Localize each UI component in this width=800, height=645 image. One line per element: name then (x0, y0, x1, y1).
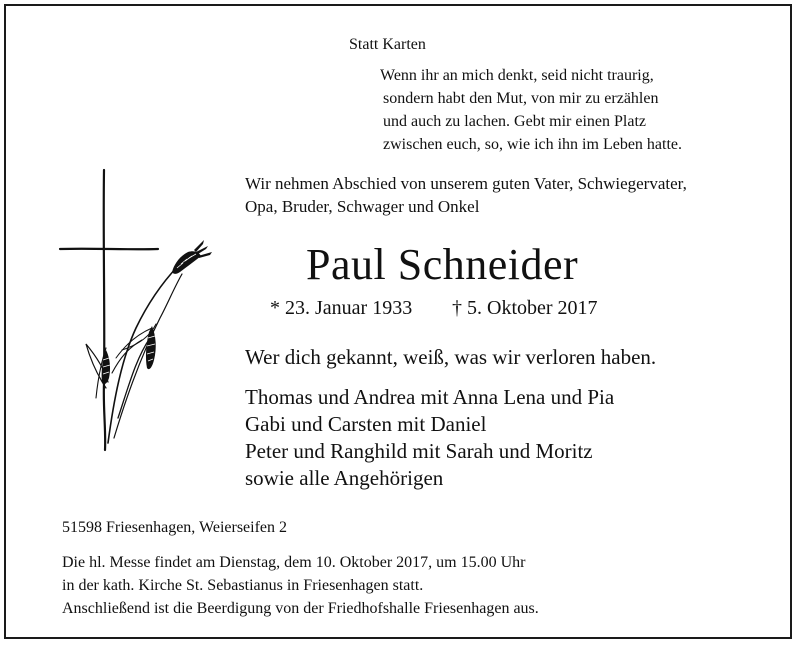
cross-with-wheat-icon (56, 168, 226, 453)
poem-line: zwischen euch, so, wie ich ihn im Leben hatte. (383, 136, 683, 153)
mourner-line: sowie alle Angehörigen (245, 466, 444, 490)
statt-karten-label: Statt Karten (349, 36, 426, 53)
death-date: † 5. Oktober 2017 (452, 297, 598, 319)
farewell-intro (245, 172, 687, 218)
poem-line: sondern habt den Mut, von mir zu erzählen (383, 90, 659, 107)
mourners-list (245, 384, 614, 492)
deceased-name: Paul Schneider (306, 240, 579, 289)
birth-date: * 23. Januar 1933 (270, 297, 413, 319)
service-line: in der kath. Kirche St. Sebastianus in Friesenhagen statt. (62, 577, 424, 594)
mourner-line: Gabi und Carsten mit Daniel (245, 412, 487, 436)
poem-line: und auch zu lachen. Gebt mir einen Platz (383, 113, 647, 130)
intro-line: Opa, Bruder, Schwager und Onkel (245, 197, 480, 216)
service-line: Anschließend ist die Beerdigung von der Friedhofshalle Friesenhagen aus. (62, 600, 539, 617)
family-address: 51598 Friesenhagen, Weierseifen 2 (62, 519, 288, 536)
intro-line: Wir nehmen Abschied von unserem guten Vater, Schwiegervater, (245, 174, 687, 193)
mourner-line: Thomas und Andrea mit Anna Lena und Pia (245, 385, 615, 409)
poem (380, 64, 682, 156)
service-line: Die hl. Messe findet am Dienstag, dem 10. Oktober 2017, um 15.00 Uhr (62, 554, 526, 571)
poem-line: Wenn ihr an mich denkt, seid nicht traurig, (380, 67, 654, 84)
service-info (62, 551, 539, 620)
mourner-line: Peter und Ranghild mit Sarah und Moritz (245, 439, 593, 463)
memorial-quote: Wer dich gekannt, weiß, was wir verloren haben. (245, 345, 657, 369)
